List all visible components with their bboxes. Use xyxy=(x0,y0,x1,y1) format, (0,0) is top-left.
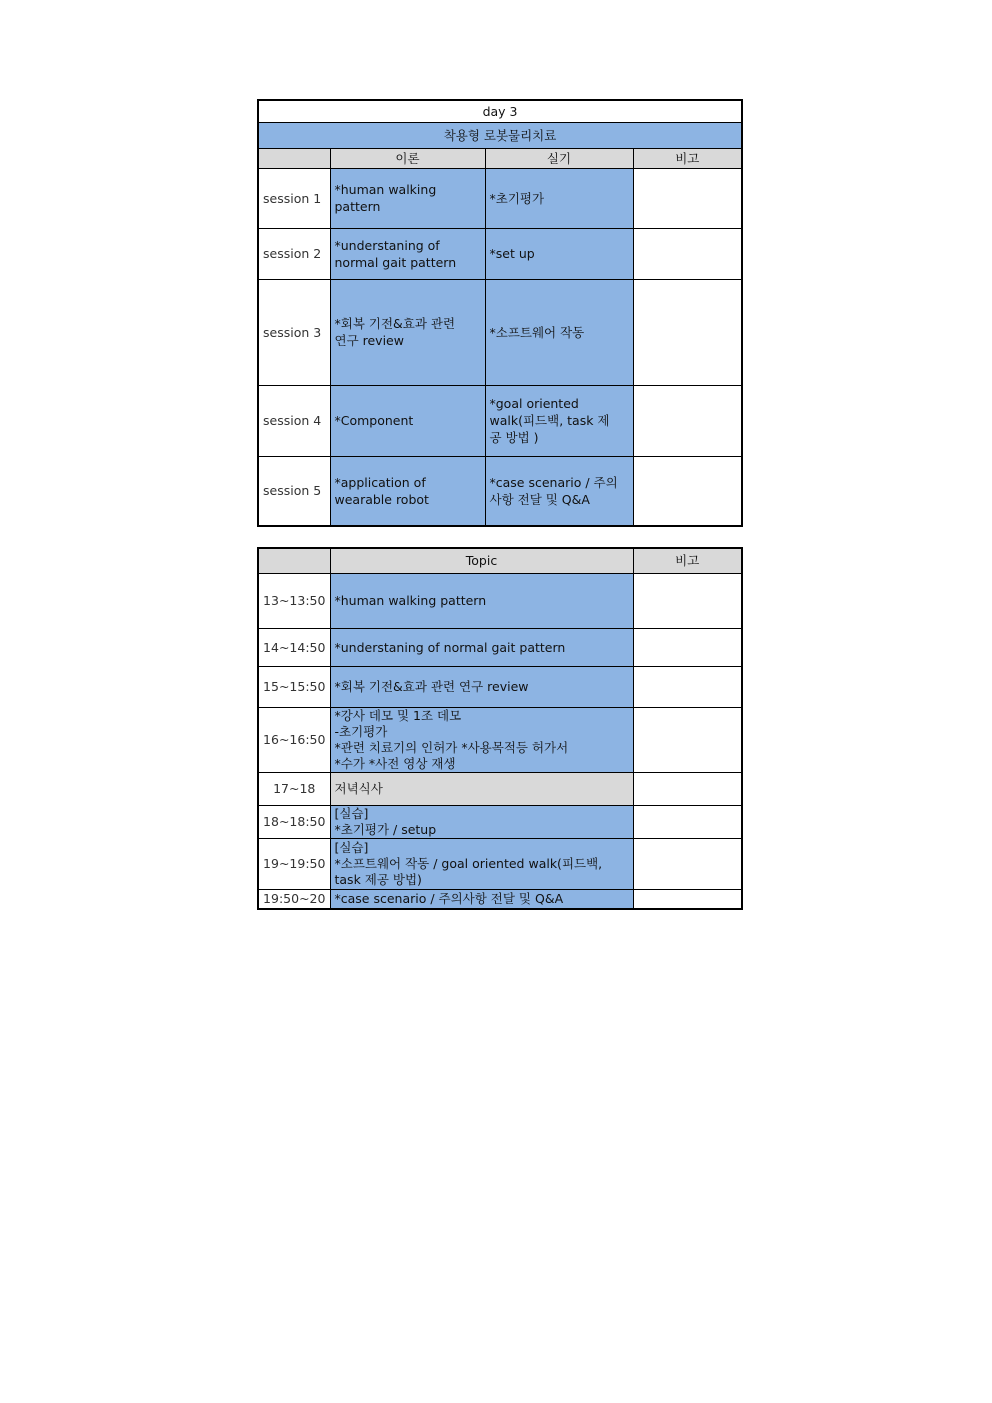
time-cell: 16~16:50 xyxy=(258,707,330,772)
time-cell: 19:50~20 xyxy=(258,889,330,909)
topic-cell: *강사 데모 및 1조 데모 -초기평가 *관련 치료기의 인허가 *사용목적등 허가서 *수가 *사전 영상 재생 xyxy=(330,707,633,772)
topic-cell: *human walking pattern xyxy=(330,573,633,628)
topic-cell: *회복 기전&효과 관련 연구 review xyxy=(330,666,633,707)
header-topic: Topic xyxy=(330,548,633,573)
note-cell xyxy=(633,666,742,707)
session-theory: *application of wearable robot xyxy=(330,456,485,526)
header-theory: 이론 xyxy=(330,148,485,168)
header-blank xyxy=(258,548,330,573)
session-row xyxy=(258,385,742,456)
header-blank xyxy=(258,148,330,168)
session-note xyxy=(633,385,742,456)
note-cell xyxy=(633,707,742,772)
topic-cell: *understaning of normal gait pattern xyxy=(330,628,633,666)
timetable-row xyxy=(258,573,742,628)
session-row xyxy=(258,228,742,279)
timetable-row xyxy=(258,772,742,805)
timetable xyxy=(257,547,743,910)
session-note xyxy=(633,456,742,526)
session-row xyxy=(258,279,742,385)
topic-cell: *case scenario / 주의사항 전달 및 Q&A xyxy=(330,889,633,909)
note-cell xyxy=(633,805,742,838)
topic-cell: [실습] *초기평가 / setup xyxy=(330,805,633,838)
session-label: session 1 xyxy=(258,168,330,228)
timetable-row xyxy=(258,628,742,666)
session-practice: *case scenario / 주의 사항 전달 및 Q&A xyxy=(485,456,633,526)
note-cell xyxy=(633,573,742,628)
session-label: session 3 xyxy=(258,279,330,385)
session-practice: *goal oriented walk(피드백, task 제 공 방법 ) xyxy=(485,385,633,456)
time-cell: 19~19:50 xyxy=(258,838,330,889)
session-label: session 4 xyxy=(258,385,330,456)
session-label: session 2 xyxy=(258,228,330,279)
topic-cell: [실습] *소프트웨어 작동 / goal oriented walk(피드백, task 제공 방법) xyxy=(330,838,633,889)
session-theory: *회복 기전&효과 관련 연구 review xyxy=(330,279,485,385)
time-cell: 15~15:50 xyxy=(258,666,330,707)
session-row xyxy=(258,456,742,526)
session-note xyxy=(633,279,742,385)
curriculum-table xyxy=(257,99,743,527)
session-label: session 5 xyxy=(258,456,330,526)
timetable-row xyxy=(258,889,742,909)
note-cell xyxy=(633,889,742,909)
timetable-row xyxy=(258,838,742,889)
session-practice: *초기평가 xyxy=(485,168,633,228)
header-note: 비고 xyxy=(633,148,742,168)
note-cell xyxy=(633,628,742,666)
session-practice: *set up xyxy=(485,228,633,279)
timetable-row xyxy=(258,805,742,838)
session-practice: *소프트웨어 작동 xyxy=(485,279,633,385)
session-theory: *understaning of normal gait pattern xyxy=(330,228,485,279)
time-cell: 18~18:50 xyxy=(258,805,330,838)
timetable-row xyxy=(258,707,742,772)
course-title: 착용형 로봇물리치료 xyxy=(258,122,742,148)
note-cell xyxy=(633,772,742,805)
time-cell: 13~13:50 xyxy=(258,573,330,628)
session-note xyxy=(633,228,742,279)
time-cell: 17~18 xyxy=(258,772,330,805)
session-theory: *Component xyxy=(330,385,485,456)
day-title: day 3 xyxy=(258,100,742,122)
topic-cell: 저녁식사 xyxy=(330,772,633,805)
header-note: 비고 xyxy=(633,548,742,573)
session-row xyxy=(258,168,742,228)
header-practice: 실기 xyxy=(485,148,633,168)
note-cell xyxy=(633,838,742,889)
timetable-row xyxy=(258,666,742,707)
session-theory: *human walking pattern xyxy=(330,168,485,228)
session-note xyxy=(633,168,742,228)
time-cell: 14~14:50 xyxy=(258,628,330,666)
